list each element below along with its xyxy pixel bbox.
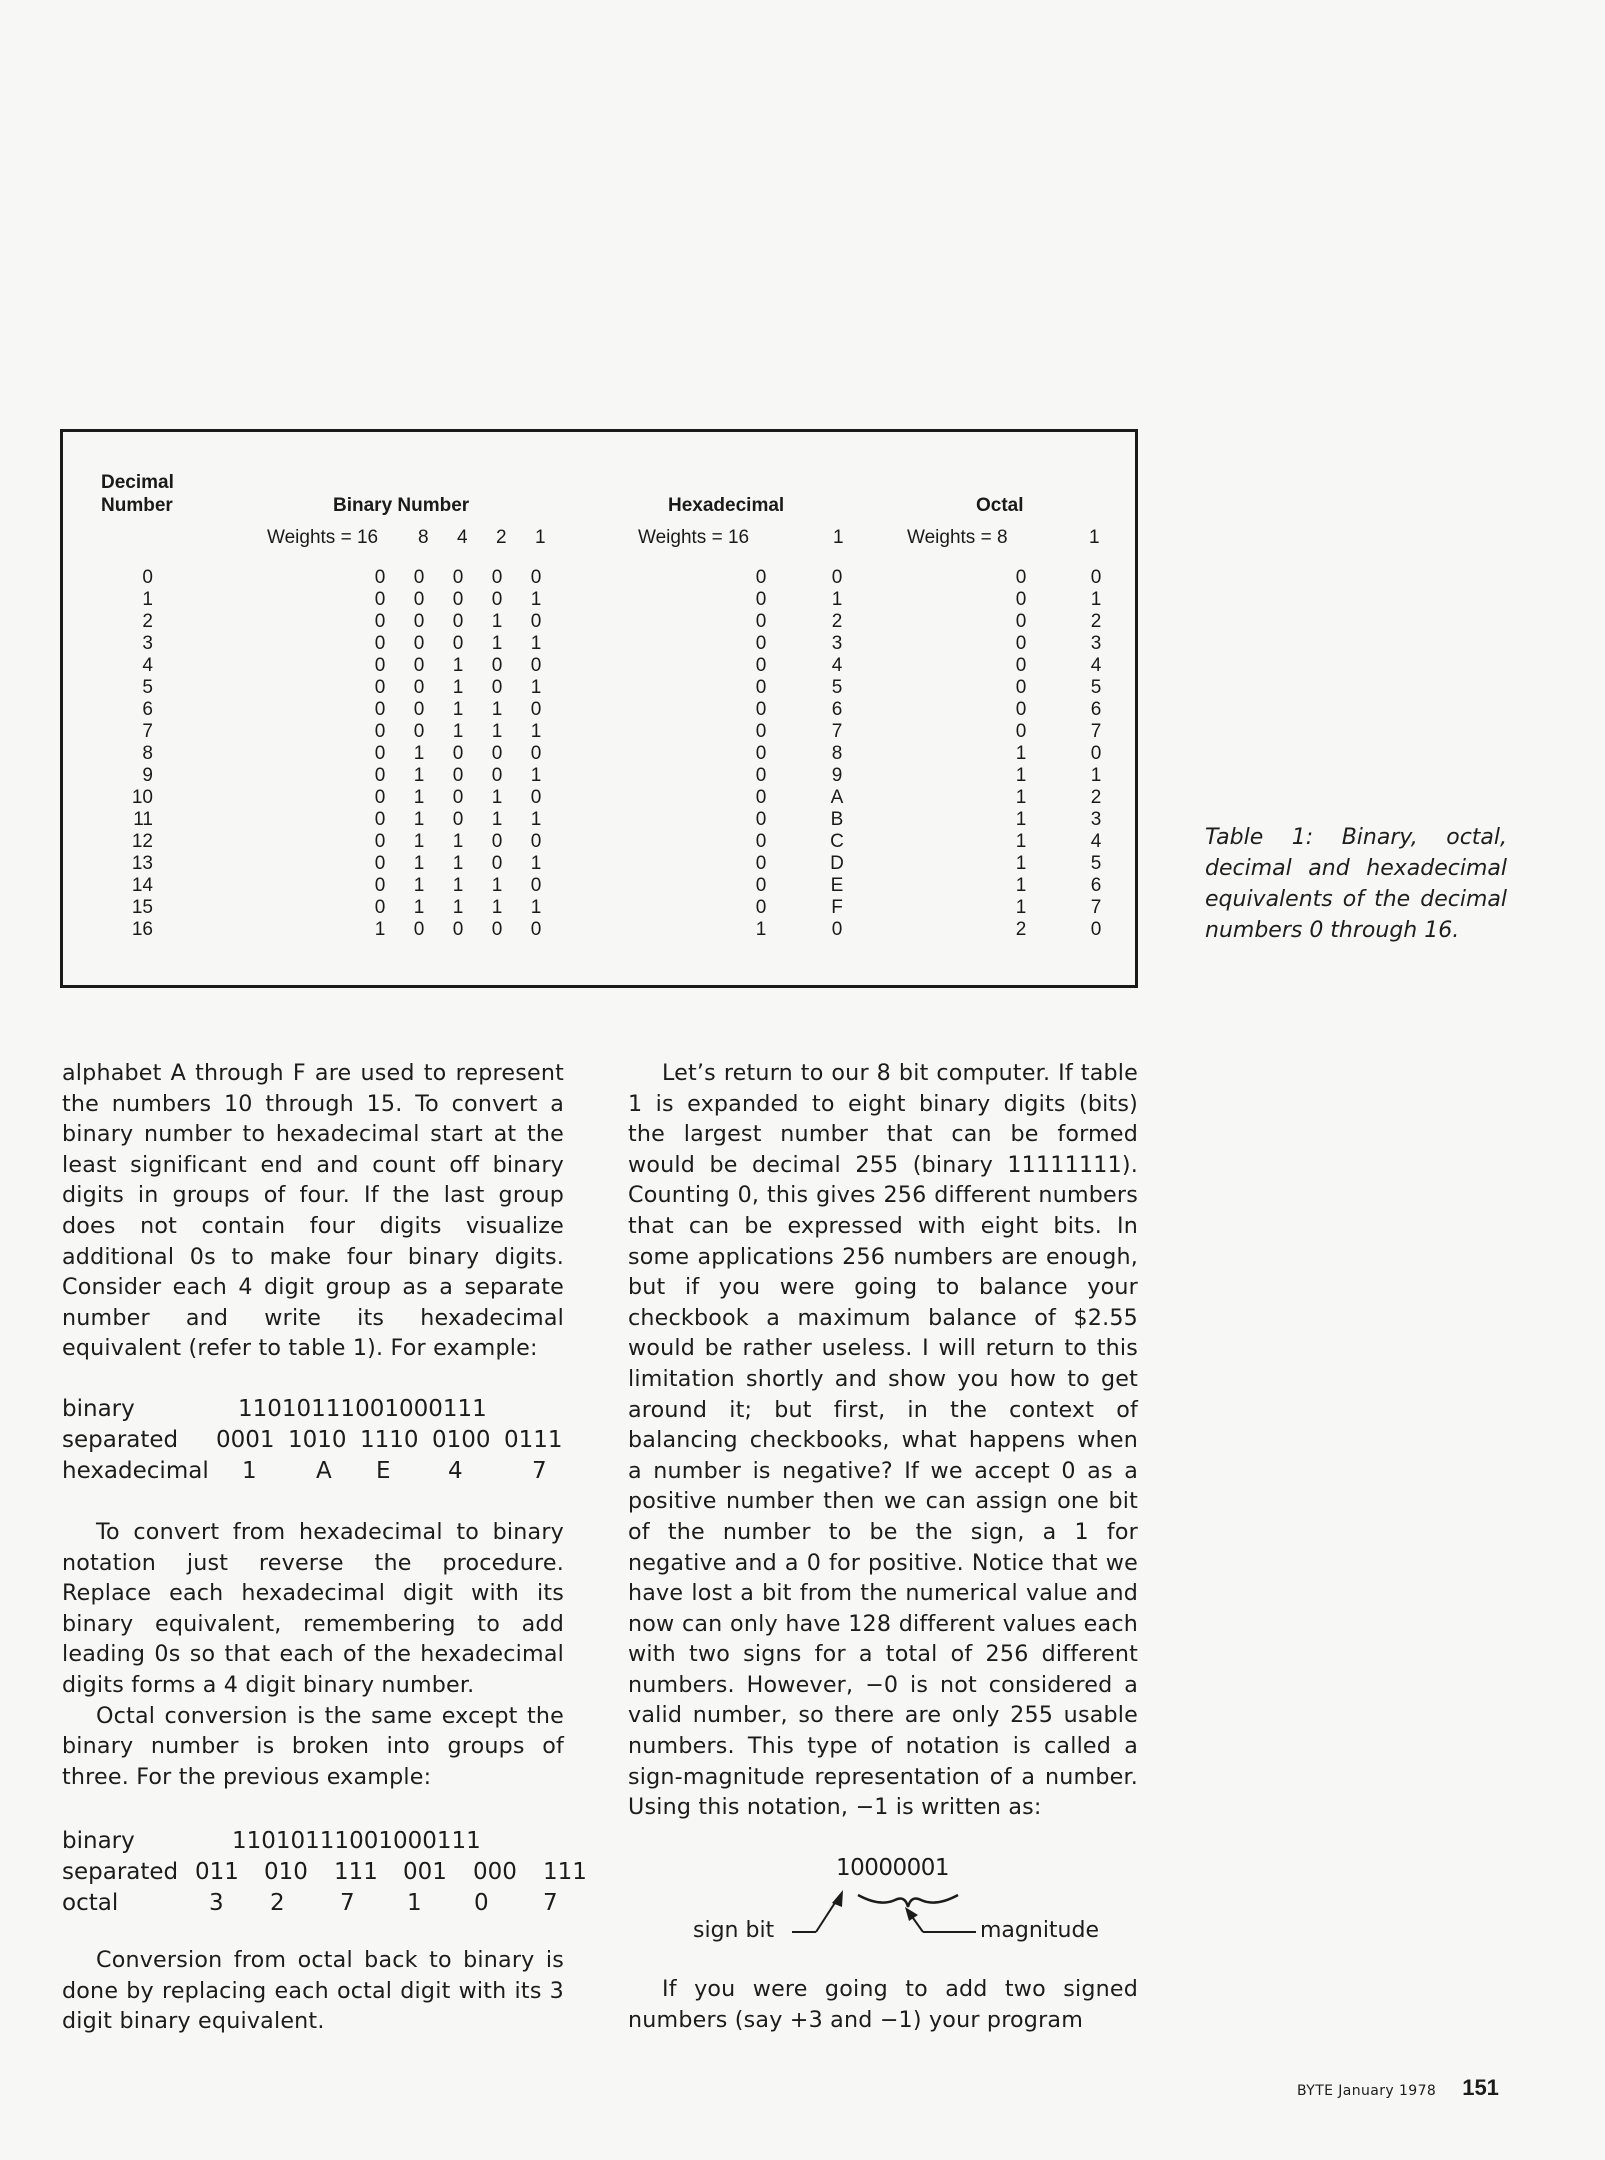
hex-column-1: 0 1 2 3 4 5 6 7 8 9 A B C D E F 0 (830, 567, 844, 940)
hex-example-binary-row: binary 11010111001000111 (62, 1396, 487, 1422)
binary-column-16: 0 0 0 0 0 0 0 0 0 0 0 0 0 0 0 0 1 (374, 567, 386, 940)
page-number: 151 (1462, 2075, 1499, 2100)
header-hexadecimal: Hexadecimal (668, 495, 785, 516)
binary-weight-1: 1 (535, 527, 546, 548)
hex-example-hex-row: hexadecimal 1 A E 4 7 (62, 1458, 547, 1484)
header-decimal-line1: Decimal (101, 472, 174, 493)
binary-weight-8: 8 (418, 527, 429, 548)
conversion-table (60, 429, 1138, 988)
binary-weights-label: Weights = 16 (267, 527, 379, 548)
binary-column-8: 0 0 0 0 0 0 0 0 1 1 1 1 1 1 1 1 0 (413, 567, 425, 940)
octal-column-1: 0 1 2 3 4 5 6 7 0 1 2 3 4 5 6 7 0 (1090, 567, 1102, 940)
header-decimal-line2: Number (101, 495, 173, 516)
hex-weight-1: 1 (833, 527, 844, 548)
left-paragraph-4: Conversion from octal back to binary is done by replacing each octal digit with its 3 digit binary equivalent. (62, 1947, 564, 2035)
page-footer (1297, 2075, 1499, 2101)
magazine-issue: BYTE January 1978 (1297, 2083, 1437, 2099)
sign-bit-label: sign bit (693, 1918, 775, 1943)
left-paragraph-1: alphabet A through F are used to represent the numbers 10 through 15. To convert a binary number to hexadecimal start at the least significant end and count off binary digits in groups of four. If the last group does not contain four digits visualize additional 0s to make four binary digits. Consider each 4 digit group as a separate number and write its hexadecimal equivalent (refer to table 1). For example: (62, 1060, 564, 1362)
magnitude-label: magnitude (980, 1918, 1100, 1943)
binary-value: 10000001 (836, 1855, 950, 1881)
table-caption: Table 1: Binary, octal, decimal and hexadecimal equivalents of the decimal numbers 0 through 16. (1205, 825, 1507, 943)
octal-weights-label: Weights = 8 (907, 527, 1008, 548)
hex-example-separated-row: separated 0001 1010 1110 0100 0111 (62, 1427, 563, 1453)
header-binary: Binary Number (333, 495, 470, 516)
binary-weight-2: 2 (496, 527, 507, 548)
decimal-column: 0 1 2 3 4 5 6 7 8 9 10 11 12 13 14 15 16 (131, 567, 153, 940)
header-octal: Octal (976, 495, 1024, 516)
sign-magnitude-diagram (690, 1855, 1110, 1955)
octal-example-binary-row: binary 11010111001000111 (62, 1828, 481, 1854)
left-paragraphs-2-3: To convert from hexadecimal to binary notation just reverse the procedure. Replace each hexadecimal digit with its binary equivalent, remembering to add leading 0s so that each of the hexadecimal digits forms a 4 digit binary number. Octal conversion is the same except the binary number is broken into groups of three. For the previous example: (62, 1519, 564, 1790)
hex-column-16: 0 0 0 0 0 0 0 0 0 0 0 0 0 0 0 0 1 (755, 567, 767, 940)
octal-example-separated-row: separated 011 010 111 001 000 111 (62, 1859, 587, 1885)
hex-weights-label: Weights = 16 (638, 527, 750, 548)
binary-column-2: 0 0 1 1 0 0 1 1 0 0 1 1 0 0 1 1 0 (491, 567, 503, 940)
right-paragraph-1: Let’s return to our 8 bit computer. If table 1 is expanded to eight binary digits (bits) the largest number that can be formed would be decimal 255 (binary 11111111). Counting 0, this gives 256 different numbers that can be expressed with eight bits. In some applications 256 numbers are enough, but if you were going to balance your checkbook a maximum balance of $2.55 would be rather useless. I will return to this limitation shortly and show you how to get around it; but first, in the context of balancing checkbooks, what happens when a number is negative? If we accept 0 as a positive number then we can assign one bit of the number to be the sign, a 1 for negative and a 0 for positive. Notice that we have lost a bit from the numerical value and now can only have 128 different values each with two signs for a total of 256 different numbers. However, −0 is not considered a valid number, so there are only 255 usable numbers. This type of notation is called a sign-magnitude representation of a number. Using this notation, −1 is written as: (628, 1060, 1138, 1821)
octal-weight-1: 1 (1089, 527, 1100, 548)
octal-column-8: 0 0 0 0 0 0 0 0 1 1 1 1 1 1 1 1 2 (1015, 567, 1027, 940)
binary-column-1: 0 1 0 1 0 1 0 1 0 1 0 1 0 1 0 1 0 (530, 567, 542, 940)
right-paragraph-2: If you were going to add two signed numbers (say +3 and −1) your program (628, 1976, 1138, 2033)
binary-column-4: 0 0 0 0 1 1 1 1 0 0 0 0 1 1 1 1 0 (452, 567, 464, 940)
binary-weight-4: 4 (457, 527, 468, 548)
octal-example-octal-row: octal 3 2 7 1 0 7 (62, 1890, 558, 1916)
